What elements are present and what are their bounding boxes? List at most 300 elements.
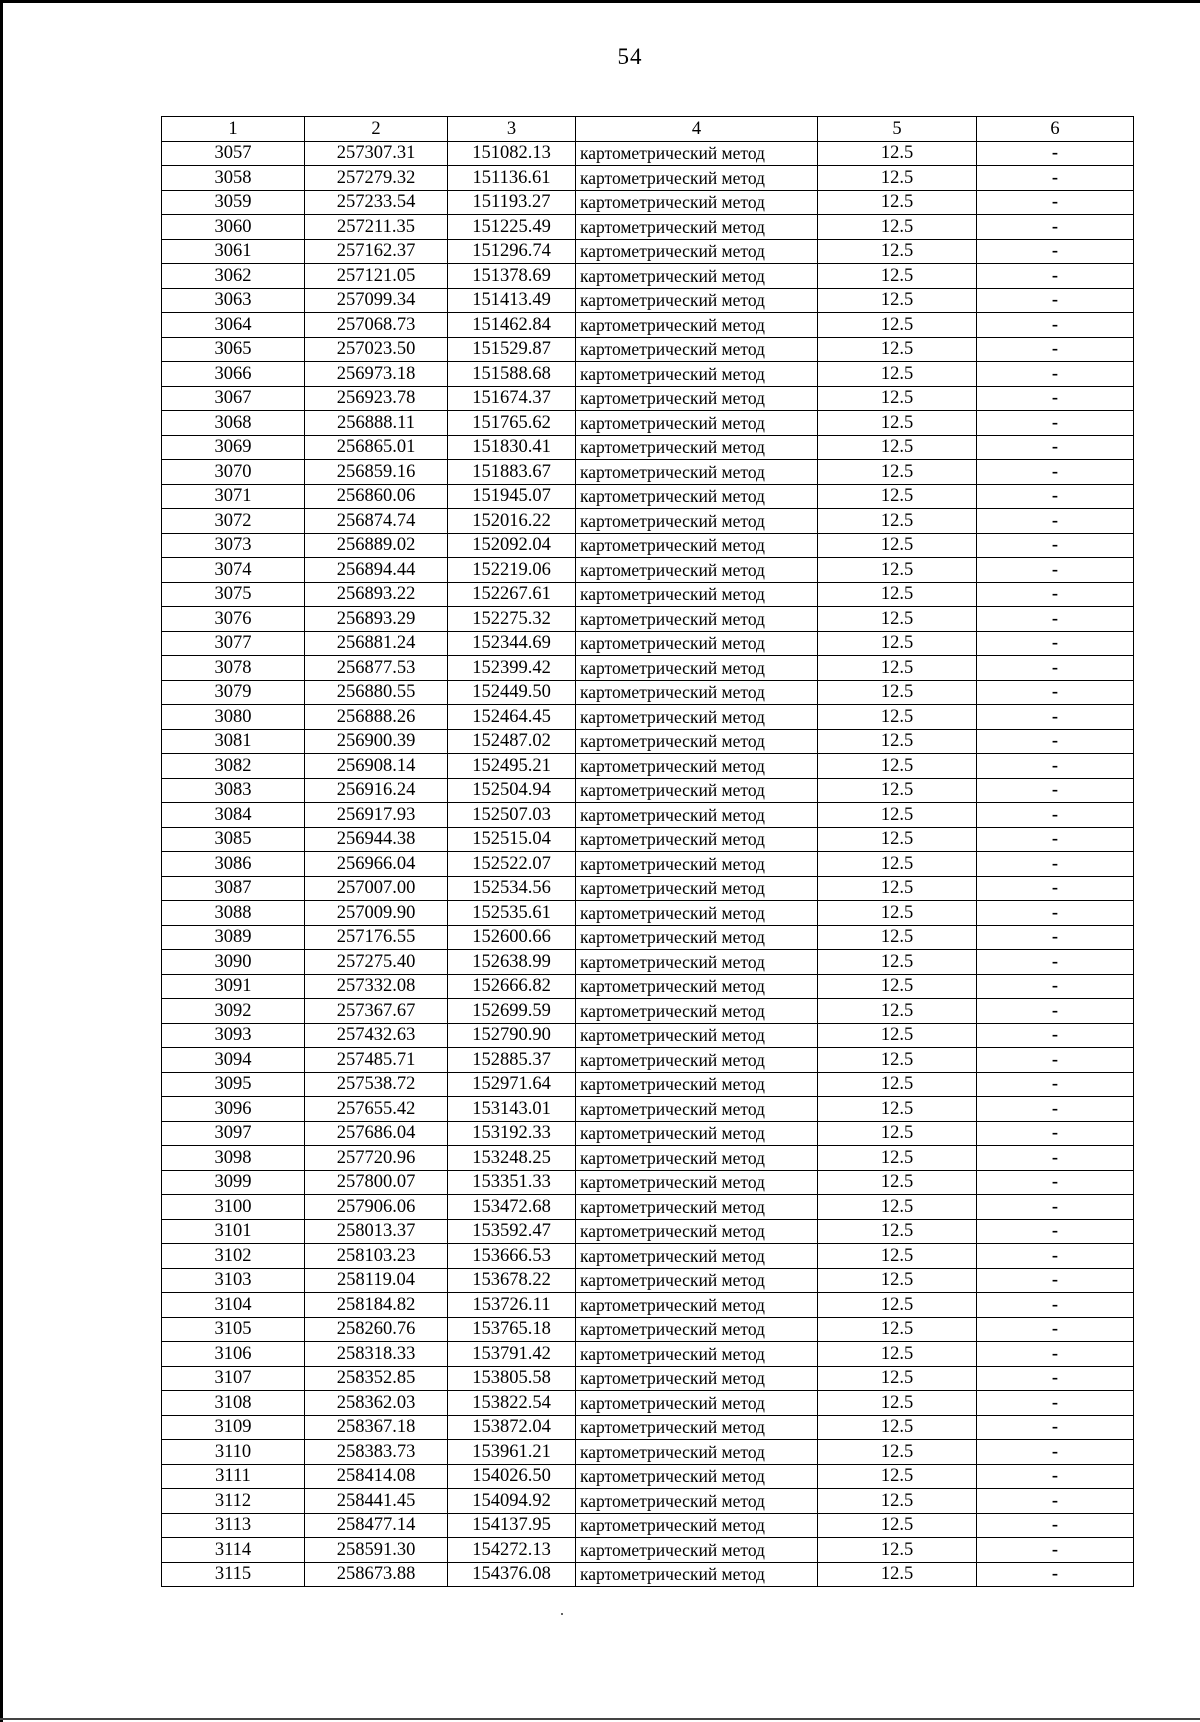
x-coordinate-cell: 257800.07 bbox=[305, 1170, 448, 1195]
y-coordinate-cell: 151674.37 bbox=[448, 386, 576, 411]
coordinates-table bbox=[161, 116, 1134, 1587]
col6-cell: - bbox=[977, 509, 1134, 534]
y-coordinate-cell: 152666.82 bbox=[448, 974, 576, 999]
x-coordinate-cell: 258352.85 bbox=[305, 1366, 448, 1391]
col6-cell: - bbox=[977, 141, 1134, 166]
x-coordinate-cell: 258673.88 bbox=[305, 1562, 448, 1587]
col6-cell: - bbox=[977, 1538, 1134, 1563]
col6-cell: - bbox=[977, 607, 1134, 632]
table-row bbox=[162, 1268, 1134, 1293]
accuracy-cell: 12.5 bbox=[818, 1219, 977, 1244]
table-header-row bbox=[162, 117, 1134, 142]
table-row bbox=[162, 631, 1134, 656]
col6-cell: - bbox=[977, 1048, 1134, 1073]
column-header-6: 6 bbox=[977, 117, 1134, 142]
table-row bbox=[162, 680, 1134, 705]
method-cell: картометрический метод bbox=[576, 754, 818, 779]
y-coordinate-cell: 152790.90 bbox=[448, 1023, 576, 1048]
x-coordinate-cell: 257485.71 bbox=[305, 1048, 448, 1073]
x-coordinate-cell: 257176.55 bbox=[305, 925, 448, 950]
table-row bbox=[162, 1072, 1134, 1097]
table-row bbox=[162, 166, 1134, 191]
x-coordinate-cell: 256916.24 bbox=[305, 778, 448, 803]
y-coordinate-cell: 152600.66 bbox=[448, 925, 576, 950]
col6-cell: - bbox=[977, 1342, 1134, 1367]
accuracy-cell: 12.5 bbox=[818, 729, 977, 754]
y-coordinate-cell: 151883.67 bbox=[448, 460, 576, 485]
column-header-4: 4 bbox=[576, 117, 818, 142]
point-number-cell: 3061 bbox=[162, 239, 305, 264]
y-coordinate-cell: 154026.50 bbox=[448, 1464, 576, 1489]
method-cell: картометрический метод bbox=[576, 1072, 818, 1097]
accuracy-cell: 12.5 bbox=[818, 974, 977, 999]
point-number-cell: 3081 bbox=[162, 729, 305, 754]
point-number-cell: 3115 bbox=[162, 1562, 305, 1587]
accuracy-cell: 12.5 bbox=[818, 313, 977, 338]
x-coordinate-cell: 256888.11 bbox=[305, 411, 448, 436]
y-coordinate-cell: 152344.69 bbox=[448, 631, 576, 656]
y-coordinate-cell: 153961.21 bbox=[448, 1440, 576, 1465]
x-coordinate-cell: 256874.74 bbox=[305, 509, 448, 534]
point-number-cell: 3066 bbox=[162, 362, 305, 387]
x-coordinate-cell: 258591.30 bbox=[305, 1538, 448, 1563]
y-coordinate-cell: 151225.49 bbox=[448, 215, 576, 240]
table-row bbox=[162, 827, 1134, 852]
y-coordinate-cell: 152699.59 bbox=[448, 999, 576, 1024]
y-coordinate-cell: 151296.74 bbox=[448, 239, 576, 264]
method-cell: картометрический метод bbox=[576, 239, 818, 264]
col6-cell: - bbox=[977, 190, 1134, 215]
scan-border-top bbox=[0, 0, 1200, 3]
point-number-cell: 3070 bbox=[162, 460, 305, 485]
accuracy-cell: 12.5 bbox=[818, 1023, 977, 1048]
y-coordinate-cell: 153805.58 bbox=[448, 1366, 576, 1391]
accuracy-cell: 12.5 bbox=[818, 925, 977, 950]
method-cell: картометрический метод bbox=[576, 1489, 818, 1514]
point-number-cell: 3098 bbox=[162, 1146, 305, 1171]
accuracy-cell: 12.5 bbox=[818, 1562, 977, 1587]
table-row bbox=[162, 974, 1134, 999]
table-row bbox=[162, 852, 1134, 877]
col6-cell: - bbox=[977, 974, 1134, 999]
table-row bbox=[162, 925, 1134, 950]
point-number-cell: 3089 bbox=[162, 925, 305, 950]
method-cell: картометрический метод bbox=[576, 680, 818, 705]
col6-cell: - bbox=[977, 435, 1134, 460]
x-coordinate-cell: 257432.63 bbox=[305, 1023, 448, 1048]
x-coordinate-cell: 256881.24 bbox=[305, 631, 448, 656]
point-number-cell: 3103 bbox=[162, 1268, 305, 1293]
table-row bbox=[162, 1317, 1134, 1342]
method-cell: картометрический метод bbox=[576, 778, 818, 803]
method-cell: картометрический метод bbox=[576, 974, 818, 999]
table-row bbox=[162, 313, 1134, 338]
accuracy-cell: 12.5 bbox=[818, 215, 977, 240]
y-coordinate-cell: 152219.06 bbox=[448, 558, 576, 583]
table-row bbox=[162, 1244, 1134, 1269]
accuracy-cell: 12.5 bbox=[818, 411, 977, 436]
y-coordinate-cell: 151529.87 bbox=[448, 337, 576, 362]
y-coordinate-cell: 151082.13 bbox=[448, 141, 576, 166]
table-row bbox=[162, 754, 1134, 779]
method-cell: картометрический метод bbox=[576, 337, 818, 362]
point-number-cell: 3084 bbox=[162, 803, 305, 828]
accuracy-cell: 12.5 bbox=[818, 288, 977, 313]
col6-cell: - bbox=[977, 680, 1134, 705]
x-coordinate-cell: 256893.22 bbox=[305, 582, 448, 607]
x-coordinate-cell: 256966.04 bbox=[305, 852, 448, 877]
accuracy-cell: 12.5 bbox=[818, 1317, 977, 1342]
accuracy-cell: 12.5 bbox=[818, 558, 977, 583]
y-coordinate-cell: 152535.61 bbox=[448, 901, 576, 926]
accuracy-cell: 12.5 bbox=[818, 1391, 977, 1416]
col6-cell: - bbox=[977, 803, 1134, 828]
y-coordinate-cell: 152487.02 bbox=[448, 729, 576, 754]
col6-cell: - bbox=[977, 631, 1134, 656]
accuracy-cell: 12.5 bbox=[818, 582, 977, 607]
x-coordinate-cell: 258260.76 bbox=[305, 1317, 448, 1342]
x-coordinate-cell: 257023.50 bbox=[305, 337, 448, 362]
table-row bbox=[162, 582, 1134, 607]
point-number-cell: 3063 bbox=[162, 288, 305, 313]
accuracy-cell: 12.5 bbox=[818, 656, 977, 681]
accuracy-cell: 12.5 bbox=[818, 1440, 977, 1465]
y-coordinate-cell: 154137.95 bbox=[448, 1513, 576, 1538]
table-row bbox=[162, 288, 1134, 313]
point-number-cell: 3104 bbox=[162, 1293, 305, 1318]
accuracy-cell: 12.5 bbox=[818, 484, 977, 509]
table-row bbox=[162, 239, 1134, 264]
x-coordinate-cell: 257686.04 bbox=[305, 1121, 448, 1146]
method-cell: картометрический метод bbox=[576, 166, 818, 191]
accuracy-cell: 12.5 bbox=[818, 166, 977, 191]
method-cell: картометрический метод bbox=[576, 264, 818, 289]
column-header-1: 1 bbox=[162, 117, 305, 142]
x-coordinate-cell: 257275.40 bbox=[305, 950, 448, 975]
point-number-cell: 3088 bbox=[162, 901, 305, 926]
col6-cell: - bbox=[977, 558, 1134, 583]
method-cell: картометрический метод bbox=[576, 1170, 818, 1195]
col6-cell: - bbox=[977, 1391, 1134, 1416]
col6-cell: - bbox=[977, 1415, 1134, 1440]
point-number-cell: 3058 bbox=[162, 166, 305, 191]
method-cell: картометрический метод bbox=[576, 950, 818, 975]
method-cell: картометрический метод bbox=[576, 141, 818, 166]
point-number-cell: 3062 bbox=[162, 264, 305, 289]
x-coordinate-cell: 257009.90 bbox=[305, 901, 448, 926]
y-coordinate-cell: 152267.61 bbox=[448, 582, 576, 607]
scan-border-left bbox=[0, 0, 3, 1722]
x-coordinate-cell: 256973.18 bbox=[305, 362, 448, 387]
col6-cell: - bbox=[977, 313, 1134, 338]
table-row bbox=[162, 190, 1134, 215]
col6-cell: - bbox=[977, 754, 1134, 779]
y-coordinate-cell: 151378.69 bbox=[448, 264, 576, 289]
accuracy-cell: 12.5 bbox=[818, 1415, 977, 1440]
col6-cell: - bbox=[977, 460, 1134, 485]
y-coordinate-cell: 153248.25 bbox=[448, 1146, 576, 1171]
table-row bbox=[162, 778, 1134, 803]
point-number-cell: 3108 bbox=[162, 1391, 305, 1416]
col6-cell: - bbox=[977, 901, 1134, 926]
x-coordinate-cell: 258414.08 bbox=[305, 1464, 448, 1489]
accuracy-cell: 12.5 bbox=[818, 1097, 977, 1122]
table-row bbox=[162, 1146, 1134, 1171]
x-coordinate-cell: 257279.32 bbox=[305, 166, 448, 191]
method-cell: картометрический метод bbox=[576, 729, 818, 754]
method-cell: картометрический метод bbox=[576, 901, 818, 926]
accuracy-cell: 12.5 bbox=[818, 509, 977, 534]
table-row bbox=[162, 729, 1134, 754]
point-number-cell: 3102 bbox=[162, 1244, 305, 1269]
col6-cell: - bbox=[977, 386, 1134, 411]
y-coordinate-cell: 152522.07 bbox=[448, 852, 576, 877]
y-coordinate-cell: 151413.49 bbox=[448, 288, 576, 313]
method-cell: картометрический метод bbox=[576, 1244, 818, 1269]
y-coordinate-cell: 153822.54 bbox=[448, 1391, 576, 1416]
y-coordinate-cell: 151765.62 bbox=[448, 411, 576, 436]
y-coordinate-cell: 153143.01 bbox=[448, 1097, 576, 1122]
table-row bbox=[162, 1342, 1134, 1367]
accuracy-cell: 12.5 bbox=[818, 1513, 977, 1538]
y-coordinate-cell: 153472.68 bbox=[448, 1195, 576, 1220]
col6-cell: - bbox=[977, 876, 1134, 901]
y-coordinate-cell: 152016.22 bbox=[448, 509, 576, 534]
x-coordinate-cell: 258013.37 bbox=[305, 1219, 448, 1244]
method-cell: картометрический метод bbox=[576, 607, 818, 632]
accuracy-cell: 12.5 bbox=[818, 1366, 977, 1391]
table-row bbox=[162, 1513, 1134, 1538]
point-number-cell: 3096 bbox=[162, 1097, 305, 1122]
scan-speck bbox=[561, 1613, 563, 1615]
table-row bbox=[162, 705, 1134, 730]
point-number-cell: 3094 bbox=[162, 1048, 305, 1073]
col6-cell: - bbox=[977, 1121, 1134, 1146]
method-cell: картометрический метод bbox=[576, 411, 818, 436]
table-row bbox=[162, 1293, 1134, 1318]
col6-cell: - bbox=[977, 1244, 1134, 1269]
table-row bbox=[162, 141, 1134, 166]
y-coordinate-cell: 152534.56 bbox=[448, 876, 576, 901]
table-row bbox=[162, 803, 1134, 828]
column-header-3: 3 bbox=[448, 117, 576, 142]
point-number-cell: 3092 bbox=[162, 999, 305, 1024]
accuracy-cell: 12.5 bbox=[818, 1538, 977, 1563]
method-cell: картометрический метод bbox=[576, 1317, 818, 1342]
table-row bbox=[162, 215, 1134, 240]
y-coordinate-cell: 152399.42 bbox=[448, 656, 576, 681]
accuracy-cell: 12.5 bbox=[818, 264, 977, 289]
accuracy-cell: 12.5 bbox=[818, 803, 977, 828]
col6-cell: - bbox=[977, 1072, 1134, 1097]
accuracy-cell: 12.5 bbox=[818, 1293, 977, 1318]
table-body bbox=[162, 141, 1134, 1587]
table-row bbox=[162, 411, 1134, 436]
y-coordinate-cell: 153726.11 bbox=[448, 1293, 576, 1318]
table-row bbox=[162, 362, 1134, 387]
accuracy-cell: 12.5 bbox=[818, 852, 977, 877]
x-coordinate-cell: 256860.06 bbox=[305, 484, 448, 509]
accuracy-cell: 12.5 bbox=[818, 778, 977, 803]
y-coordinate-cell: 153666.53 bbox=[448, 1244, 576, 1269]
point-number-cell: 3078 bbox=[162, 656, 305, 681]
col6-cell: - bbox=[977, 1219, 1134, 1244]
point-number-cell: 3074 bbox=[162, 558, 305, 583]
x-coordinate-cell: 258362.03 bbox=[305, 1391, 448, 1416]
y-coordinate-cell: 154094.92 bbox=[448, 1489, 576, 1514]
col6-cell: - bbox=[977, 362, 1134, 387]
column-header-2: 2 bbox=[305, 117, 448, 142]
point-number-cell: 3082 bbox=[162, 754, 305, 779]
method-cell: картометрический метод bbox=[576, 656, 818, 681]
accuracy-cell: 12.5 bbox=[818, 1072, 977, 1097]
point-number-cell: 3114 bbox=[162, 1538, 305, 1563]
point-number-cell: 3073 bbox=[162, 533, 305, 558]
point-number-cell: 3060 bbox=[162, 215, 305, 240]
y-coordinate-cell: 151945.07 bbox=[448, 484, 576, 509]
col6-cell: - bbox=[977, 1513, 1134, 1538]
y-coordinate-cell: 151588.68 bbox=[448, 362, 576, 387]
table-row bbox=[162, 1048, 1134, 1073]
accuracy-cell: 12.5 bbox=[818, 1146, 977, 1171]
x-coordinate-cell: 256877.53 bbox=[305, 656, 448, 681]
col6-cell: - bbox=[977, 1023, 1134, 1048]
table-row bbox=[162, 1366, 1134, 1391]
method-cell: картометрический метод bbox=[576, 509, 818, 534]
point-number-cell: 3090 bbox=[162, 950, 305, 975]
point-number-cell: 3064 bbox=[162, 313, 305, 338]
x-coordinate-cell: 256900.39 bbox=[305, 729, 448, 754]
method-cell: картометрический метод bbox=[576, 1023, 818, 1048]
table-row bbox=[162, 509, 1134, 534]
y-coordinate-cell: 153192.33 bbox=[448, 1121, 576, 1146]
x-coordinate-cell: 257332.08 bbox=[305, 974, 448, 999]
accuracy-cell: 12.5 bbox=[818, 607, 977, 632]
accuracy-cell: 12.5 bbox=[818, 827, 977, 852]
y-coordinate-cell: 152971.64 bbox=[448, 1072, 576, 1097]
x-coordinate-cell: 256894.44 bbox=[305, 558, 448, 583]
col6-cell: - bbox=[977, 1440, 1134, 1465]
point-number-cell: 3091 bbox=[162, 974, 305, 999]
table-row bbox=[162, 1464, 1134, 1489]
accuracy-cell: 12.5 bbox=[818, 533, 977, 558]
x-coordinate-cell: 258103.23 bbox=[305, 1244, 448, 1269]
col6-cell: - bbox=[977, 1489, 1134, 1514]
y-coordinate-cell: 152515.04 bbox=[448, 827, 576, 852]
method-cell: картометрический метод bbox=[576, 1048, 818, 1073]
table-row bbox=[162, 656, 1134, 681]
x-coordinate-cell: 256880.55 bbox=[305, 680, 448, 705]
accuracy-cell: 12.5 bbox=[818, 386, 977, 411]
point-number-cell: 3067 bbox=[162, 386, 305, 411]
page-number: 54 bbox=[617, 44, 643, 69]
y-coordinate-cell: 152638.99 bbox=[448, 950, 576, 975]
col6-cell: - bbox=[977, 1146, 1134, 1171]
col6-cell: - bbox=[977, 166, 1134, 191]
x-coordinate-cell: 257099.34 bbox=[305, 288, 448, 313]
table-row bbox=[162, 1415, 1134, 1440]
accuracy-cell: 12.5 bbox=[818, 337, 977, 362]
y-coordinate-cell: 152275.32 bbox=[448, 607, 576, 632]
method-cell: картометрический метод bbox=[576, 1195, 818, 1220]
col6-cell: - bbox=[977, 705, 1134, 730]
table-row bbox=[162, 1538, 1134, 1563]
accuracy-cell: 12.5 bbox=[818, 876, 977, 901]
x-coordinate-cell: 256888.26 bbox=[305, 705, 448, 730]
point-number-cell: 3068 bbox=[162, 411, 305, 436]
x-coordinate-cell: 258318.33 bbox=[305, 1342, 448, 1367]
col6-cell: - bbox=[977, 533, 1134, 558]
point-number-cell: 3065 bbox=[162, 337, 305, 362]
accuracy-cell: 12.5 bbox=[818, 239, 977, 264]
col6-cell: - bbox=[977, 1170, 1134, 1195]
point-number-cell: 3083 bbox=[162, 778, 305, 803]
table-row bbox=[162, 1391, 1134, 1416]
col6-cell: - bbox=[977, 827, 1134, 852]
method-cell: картометрический метод bbox=[576, 484, 818, 509]
y-coordinate-cell: 153872.04 bbox=[448, 1415, 576, 1440]
col6-cell: - bbox=[977, 925, 1134, 950]
col6-cell: - bbox=[977, 239, 1134, 264]
col6-cell: - bbox=[977, 582, 1134, 607]
point-number-cell: 3093 bbox=[162, 1023, 305, 1048]
x-coordinate-cell: 258477.14 bbox=[305, 1513, 448, 1538]
method-cell: картометрический метод bbox=[576, 876, 818, 901]
method-cell: картометрический метод bbox=[576, 288, 818, 313]
accuracy-cell: 12.5 bbox=[818, 1268, 977, 1293]
col6-cell: - bbox=[977, 729, 1134, 754]
accuracy-cell: 12.5 bbox=[818, 901, 977, 926]
table-row bbox=[162, 1489, 1134, 1514]
x-coordinate-cell: 256908.14 bbox=[305, 754, 448, 779]
method-cell: картометрический метод bbox=[576, 1121, 818, 1146]
point-number-cell: 3077 bbox=[162, 631, 305, 656]
point-number-cell: 3105 bbox=[162, 1317, 305, 1342]
point-number-cell: 3059 bbox=[162, 190, 305, 215]
col6-cell: - bbox=[977, 1293, 1134, 1318]
col6-cell: - bbox=[977, 264, 1134, 289]
x-coordinate-cell: 258119.04 bbox=[305, 1268, 448, 1293]
table-row bbox=[162, 386, 1134, 411]
table-row bbox=[162, 484, 1134, 509]
point-number-cell: 3072 bbox=[162, 509, 305, 534]
x-coordinate-cell: 256859.16 bbox=[305, 460, 448, 485]
method-cell: картометрический метод bbox=[576, 803, 818, 828]
method-cell: картометрический метод bbox=[576, 1097, 818, 1122]
point-number-cell: 3071 bbox=[162, 484, 305, 509]
y-coordinate-cell: 153765.18 bbox=[448, 1317, 576, 1342]
x-coordinate-cell: 258367.18 bbox=[305, 1415, 448, 1440]
method-cell: картометрический метод bbox=[576, 1342, 818, 1367]
table-row bbox=[162, 460, 1134, 485]
table-row bbox=[162, 1023, 1134, 1048]
point-number-cell: 3087 bbox=[162, 876, 305, 901]
y-coordinate-cell: 152885.37 bbox=[448, 1048, 576, 1073]
accuracy-cell: 12.5 bbox=[818, 1489, 977, 1514]
col6-cell: - bbox=[977, 1195, 1134, 1220]
column-header-5: 5 bbox=[818, 117, 977, 142]
point-number-cell: 3086 bbox=[162, 852, 305, 877]
accuracy-cell: 12.5 bbox=[818, 705, 977, 730]
method-cell: картометрический метод bbox=[576, 1293, 818, 1318]
x-coordinate-cell: 256923.78 bbox=[305, 386, 448, 411]
method-cell: картометрический метод bbox=[576, 1440, 818, 1465]
point-number-cell: 3107 bbox=[162, 1366, 305, 1391]
accuracy-cell: 12.5 bbox=[818, 950, 977, 975]
table-row bbox=[162, 264, 1134, 289]
method-cell: картометрический метод bbox=[576, 1538, 818, 1563]
col6-cell: - bbox=[977, 411, 1134, 436]
